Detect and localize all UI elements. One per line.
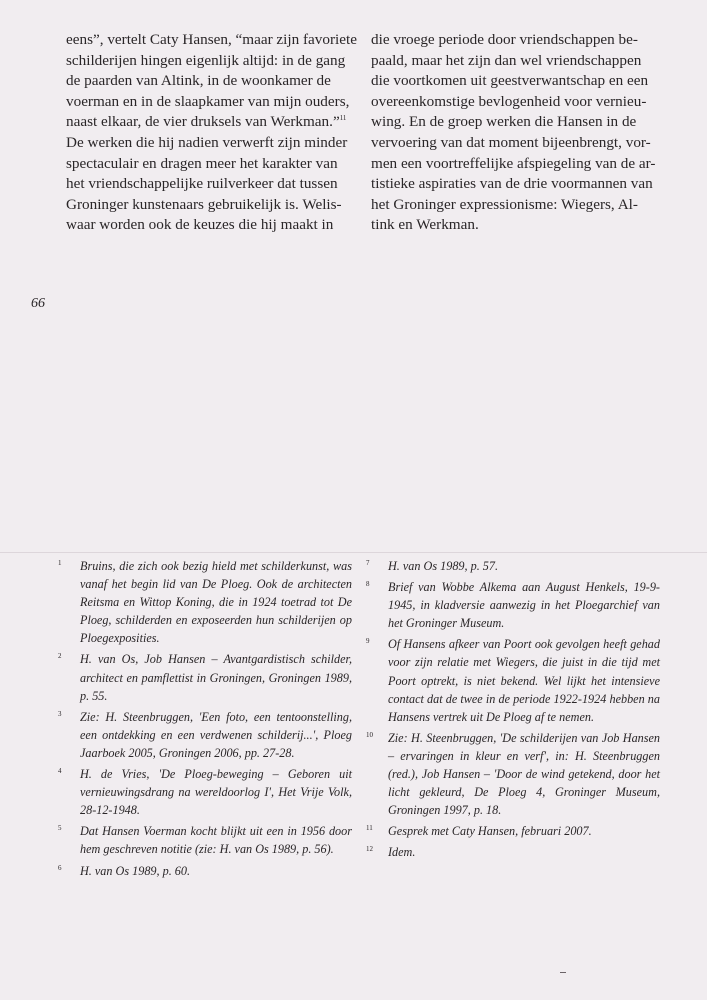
- footnote-text: H. van Os, Job Hansen – Avantgardistisch schilder, architect en pamflettist in Groningen, Groningen 1989, p. 55.: [80, 652, 352, 703]
- footnote: [58, 650, 352, 704]
- body-line: het vriendschappelijke ruilverkeer dat tussen: [66, 175, 338, 193]
- body-text-right-column: [371, 30, 660, 236]
- body-line: voerman en in de slaapkamer van mijn ouders,: [66, 92, 350, 110]
- page-number: 66: [31, 296, 45, 311]
- footnote: [366, 843, 660, 861]
- footnote-text: Zie: H. Steenbruggen, 'Een foto, een tentoonstelling, een ontdekking en een verdwenen schilderij...', Ploeg Jaarboek 2005, Groningen 2006, pp. 27-28.: [80, 709, 352, 760]
- body-line: Groninger kunstenaars gebruikelijk is. Welis-: [66, 195, 342, 213]
- footnote-text: H. van Os 1989, p. 60.: [80, 863, 191, 878]
- body-line: paald, maar het zijn dan wel vriendschappen: [371, 51, 642, 69]
- footnote-number: 12: [366, 845, 373, 854]
- footnote-text: H. van Os 1989, p. 57.: [388, 559, 499, 573]
- footnote-number: 11: [366, 824, 373, 833]
- footnote-number: 10: [366, 730, 373, 739]
- footnotes-left-column: [58, 557, 352, 883]
- footnote-number: 7: [366, 559, 370, 567]
- page-fold-line: [0, 552, 707, 553]
- body-line: schilderijen hingen eigenlijk altijd: in de gang: [66, 51, 346, 69]
- footnote-text: Brief van Wobbe Alkema aan August Henkels, 19-9-1945, in kladversie aanwezig in het Ploegarchief van het Groninger Museum.: [388, 580, 660, 631]
- footnote: [366, 822, 660, 840]
- footnotes-right-column: [366, 557, 660, 865]
- footnote-number: 9: [366, 637, 370, 646]
- footnote-number: 4: [58, 767, 62, 776]
- body-line: de paarden van Altink, in de woonkamer de: [66, 72, 331, 90]
- footnote-number: 5: [58, 824, 62, 833]
- body-line: spectaculair en dragen meer het karakter van: [66, 154, 338, 172]
- footnote: [58, 862, 352, 880]
- body-line: die vroege periode door vriendschappen be-: [371, 31, 638, 48]
- footnote-number: 6: [58, 863, 62, 872]
- footnote: [58, 765, 352, 819]
- footnote-text: H. de Vries, 'De Ploeg-beweging – Geboren uit vernieuwingsdrang na wereldoorlog I', Het Vrije Volk, 28-12-1948.: [80, 767, 352, 818]
- footnote-number: 8: [366, 580, 370, 589]
- footnote: [366, 729, 660, 819]
- body-line: wing. En de groep werken die Hansen in de: [371, 113, 637, 131]
- body-line: waar worden ook de keuzes die hij maakt in: [66, 216, 334, 234]
- footnote-text: Idem.: [388, 845, 416, 860]
- body-line: die voortkomen uit geestverwantschap en een: [371, 72, 649, 90]
- body-line: tink en Werkman.: [371, 216, 479, 234]
- body-line: naast elkaar, de vier druksels van Werkman.”: [66, 113, 340, 131]
- body-line: vervoering van dat moment bijeenbrengt, vor-: [371, 133, 651, 151]
- body-text-left-column: [66, 30, 366, 236]
- footnote-text: Of Hansens afkeer van Poort ook gevolgen heeft gehad voor zijn relatie met Wiegers, die juist in die tijd met Poort optrekt, is niet bekend. Wel lijkt het intensieve contact dat de twee in de periode 1922-1924 hebben na Hansens vertrek uit De Ploeg af te nemen.: [388, 637, 660, 724]
- body-line: eens”, vertelt Caty Hansen, “maar zijn favoriete: [66, 31, 357, 48]
- footnote-number: 2: [58, 652, 62, 661]
- footnote: [58, 708, 352, 762]
- footnote: [58, 557, 352, 647]
- footnote-text: Dat Hansen Voerman kocht blijkt uit een in 1956 door hem geschreven notitie (zie: H. van Os 1989, p. 56).: [80, 824, 352, 857]
- body-line: het Groninger expressionisme: Wiegers, Al-: [371, 195, 638, 213]
- footnote-number: 1: [58, 559, 62, 567]
- paper-speck: [560, 972, 566, 973]
- body-line: men een voortreffelijke afspiegeling van de ar-: [371, 154, 656, 172]
- footnote: [366, 635, 660, 725]
- footnote-text: Bruins, die zich ook bezig hield met schilderkunst, was vanaf het begin lid van De Ploeg. Ook de architecten Reitsma en Wittop Koning, die in 1924 toetrad tot De Ploeg, schilderden en exposeerden hun schilderijen op Ploegexposities.: [80, 559, 352, 646]
- footnote-text: Gesprek met Caty Hansen, februari 2007.: [388, 824, 592, 839]
- footnote-number: 3: [58, 709, 62, 718]
- body-line: tistieke aspiraties van de drie voormannen van: [371, 175, 653, 193]
- body-line: overeenkomstige bevlogenheid voor vernieu-: [371, 92, 647, 110]
- footnote: [58, 822, 352, 858]
- footnote-reference: 11: [339, 114, 347, 123]
- footnote: [366, 578, 660, 632]
- body-line: De werken die hij nadien verwerft zijn minder: [66, 133, 348, 151]
- footnote-text: Zie: H. Steenbruggen, 'De schilderijen van Job Hansen – ervaringen in kleur en verf', in: H. Steenbruggen (red.), Job Hansen – 'Door de wind getekend, door het licht gekleurd, De Ploeg 4, Groninger Museum, Groningen 1997, p. 18.: [388, 730, 660, 818]
- footnote: [366, 557, 660, 575]
